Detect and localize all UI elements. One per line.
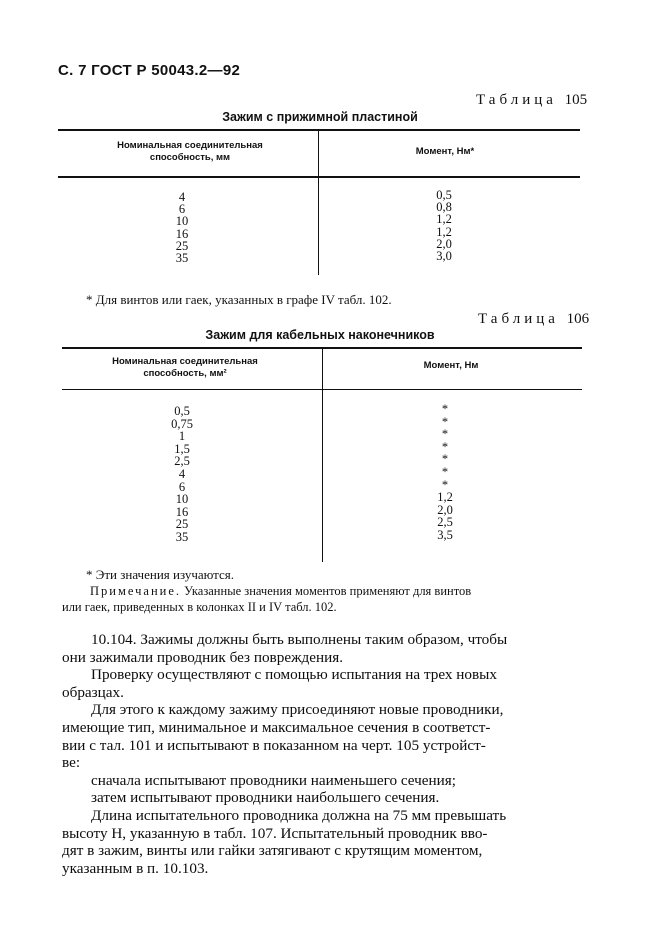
table-number: 106 bbox=[566, 311, 590, 327]
table-cell: 1,2 bbox=[436, 212, 452, 227]
table-cell: 3,5 bbox=[437, 527, 453, 542]
table-cell: 1 bbox=[178, 429, 186, 444]
table-label-word: Таблица bbox=[478, 311, 559, 327]
paragraph-line: вии с тал. 101 и испытывают в показанном на черт. 105 устройст- bbox=[62, 736, 486, 754]
table-cell: 1,2 bbox=[437, 490, 453, 505]
table-106-column-divider bbox=[322, 349, 323, 562]
note-label: Примечание. bbox=[90, 584, 182, 598]
table-106-header-rule bbox=[62, 389, 582, 390]
table-106-note bbox=[62, 583, 584, 615]
table-105-col2-header: Момент, Нм* bbox=[415, 146, 475, 157]
table-number: 105 bbox=[564, 92, 588, 108]
table-106-label bbox=[478, 311, 589, 328]
table-cell: 4 bbox=[178, 466, 186, 481]
note-text: или гаек, приведенных в колонках II и IV табл. 102. bbox=[62, 600, 337, 614]
paragraph-line: затем испытывают проводники наибольшего сечения. bbox=[91, 789, 440, 807]
table-105-col1-header: Номинальная соединительная способность, мм bbox=[117, 140, 263, 163]
table-cell: 0,8 bbox=[436, 200, 452, 215]
paragraph-line: 10.104. Зажимы должны быть выполнены таким образом, чтобы bbox=[91, 631, 508, 648]
table-105-column-divider bbox=[318, 131, 319, 275]
table-cell: 4 bbox=[178, 190, 186, 204]
table-cell: * bbox=[441, 477, 449, 492]
paragraph-line: имеющие тип, минимальное и максимальное сечения в соответст- bbox=[62, 718, 491, 736]
table-105-top-rule bbox=[58, 129, 580, 131]
paragraph-line: указанным в п. 10.103. bbox=[62, 859, 209, 877]
table-106-col2-header: Момент, Нм bbox=[423, 360, 479, 371]
paragraph-line: они зажимали проводник без повреждения. bbox=[62, 648, 344, 666]
note-text: Указанные значения моментов применяют для винтов bbox=[184, 584, 472, 598]
table-105-label bbox=[476, 92, 587, 109]
table-cell: 16 bbox=[175, 504, 189, 519]
paragraph-line: Для этого к каждому зажиму присоединяют новые проводники, bbox=[91, 701, 504, 719]
table-cell: * bbox=[441, 402, 449, 416]
table-cell: 16 bbox=[175, 226, 189, 241]
table-cell: * bbox=[441, 464, 449, 479]
table-cell: 35 bbox=[175, 529, 189, 544]
table-106-title: Зажим для кабельных наконечников bbox=[205, 328, 435, 342]
paragraph-line: Длина испытательного проводника должна на 75 мм превышать bbox=[91, 806, 507, 824]
table-cell: * bbox=[441, 452, 449, 467]
table-cell: * bbox=[441, 414, 449, 429]
paragraph-line: сначала испытывают проводники наименьшего сечения; bbox=[91, 771, 456, 789]
table-cell: 6 bbox=[178, 202, 186, 217]
table-cell: 25 bbox=[175, 517, 189, 532]
table-cell: * bbox=[441, 439, 449, 454]
table-105-header-rule bbox=[58, 176, 580, 178]
section-10-104 bbox=[62, 631, 588, 877]
table-cell: 35 bbox=[175, 250, 189, 265]
table-cell: 2,0 bbox=[437, 502, 453, 517]
paragraph-line: ве: bbox=[62, 754, 81, 772]
table-105-footnote: * Для винтов или гаек, указанных в графе IV табл. 102. bbox=[86, 292, 392, 307]
table-cell: 10 bbox=[175, 492, 189, 507]
table-105-title: Зажим с прижимной пластиной bbox=[222, 110, 418, 124]
table-106-footnote: * Эти значения изучаются. bbox=[86, 567, 235, 582]
table-cell: 0,75 bbox=[171, 416, 193, 431]
table-106-size-column bbox=[152, 405, 212, 544]
table-cell: 3,0 bbox=[436, 248, 452, 263]
table-106-col1-header: Номинальная соединительная способность, мм² bbox=[112, 356, 258, 379]
paragraph-line: высоту Н, указанную в табл. 107. Испытательный проводник вво- bbox=[62, 824, 488, 842]
table-cell: 1,5 bbox=[174, 441, 190, 456]
table-cell: 6 bbox=[178, 479, 186, 494]
table-105-size-column bbox=[152, 191, 212, 264]
table-cell: 2,5 bbox=[437, 515, 453, 530]
paragraph-line: образцах. bbox=[62, 683, 124, 701]
table-cell: 1,2 bbox=[436, 224, 452, 239]
table-cell: 25 bbox=[175, 238, 189, 253]
table-cell: 2,5 bbox=[174, 454, 190, 469]
page-header: С. 7 ГОСТ Р 50043.2—92 bbox=[58, 62, 241, 79]
paragraph-line: Проверку осуществляют с помощью испытания на трех новых bbox=[91, 666, 497, 684]
table-cell: 2,0 bbox=[436, 236, 452, 251]
paragraph-line: дят в зажим, винты или гайки затягивают с крутящим моментом, bbox=[62, 842, 483, 860]
table-106-moment-column bbox=[415, 403, 475, 542]
table-cell: 0,5 bbox=[436, 188, 452, 202]
table-105-moment-column bbox=[414, 189, 474, 262]
table-cell: 10 bbox=[175, 214, 189, 229]
table-cell: 0,5 bbox=[174, 404, 190, 418]
table-cell: * bbox=[441, 427, 449, 442]
table-label-word: Таблица bbox=[476, 92, 557, 108]
